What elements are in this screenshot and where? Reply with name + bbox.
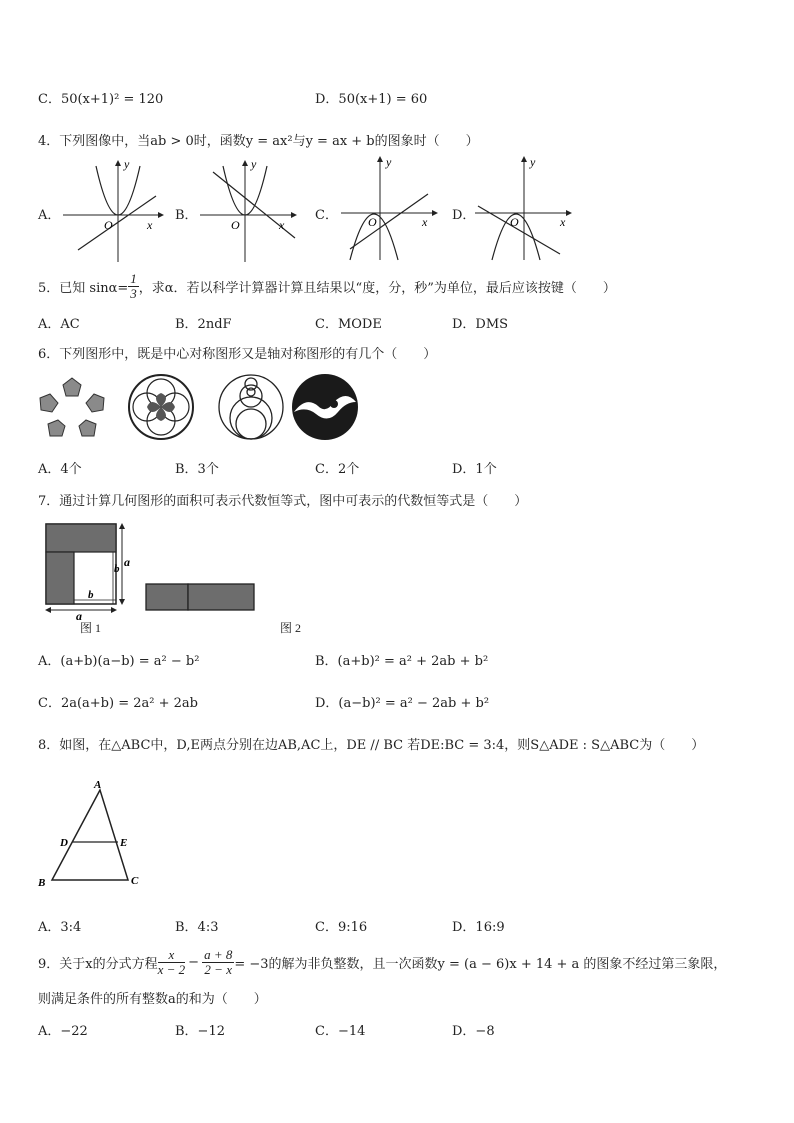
q7-option-a[interactable]: A．(a+b)(a−b) = a² − b² bbox=[38, 654, 200, 669]
axis-y-label: y bbox=[251, 158, 257, 171]
fraction-numerator: a + 8 bbox=[204, 946, 233, 962]
fraction-numerator: x bbox=[158, 948, 186, 963]
q8-option-d[interactable]: D．16:9 bbox=[452, 920, 505, 935]
label-b: b bbox=[114, 563, 120, 575]
q6-option-b[interactable]: B．3个 bbox=[175, 462, 219, 477]
q5-stem-pre: 5．已知 sinα= bbox=[38, 280, 129, 296]
q7-stem: 7．通过计算几何图形的面积可表示代数恒等式，图中可表示的代数恒等式是（ ） bbox=[38, 494, 528, 509]
fraction-denominator: x − 2 bbox=[157, 961, 186, 977]
q3-option-c[interactable]: C．50(x+1)² = 120 bbox=[38, 92, 164, 107]
q9-option-d[interactable]: D．−8 bbox=[452, 1024, 495, 1039]
q7-figure-2 bbox=[144, 580, 258, 614]
q6-option-c[interactable]: C．2个 bbox=[315, 462, 360, 477]
q8-option-b[interactable]: B．4:3 bbox=[175, 920, 219, 935]
q5-option-c[interactable]: C．MODE bbox=[315, 317, 382, 332]
q9-stem bbox=[38, 944, 726, 980]
fraction-numerator: 1 bbox=[130, 270, 137, 286]
q6-figure-pentagons bbox=[36, 376, 108, 440]
label-b: b bbox=[88, 589, 94, 601]
q4-option-d: D． bbox=[452, 208, 476, 223]
fraction-denominator: 3 bbox=[130, 285, 137, 301]
q5-option-b[interactable]: B．2ndF bbox=[175, 317, 232, 332]
q9-stem-pre: 9．关于x的分式方程 bbox=[38, 956, 158, 972]
axis-y-label: y bbox=[386, 155, 392, 169]
axis-x-label: x bbox=[560, 215, 566, 229]
q6-figure-swirl bbox=[290, 372, 360, 442]
fraction-denominator: 2 − x bbox=[204, 961, 232, 977]
axis-y-label: y bbox=[530, 155, 536, 169]
origin-label: O bbox=[510, 215, 519, 229]
q4-option-a[interactable]: A． bbox=[38, 208, 61, 223]
q4-graph-d bbox=[470, 154, 580, 262]
q9-fraction-2 bbox=[202, 948, 234, 977]
vertex-c-label: C bbox=[131, 875, 139, 887]
q3-option-d[interactable]: D．50(x+1) = 60 bbox=[315, 92, 428, 107]
q6-figure-nested-circles bbox=[216, 372, 286, 442]
q7-figure-2-caption: 图 2 bbox=[280, 621, 302, 635]
q7-figure-1-caption: 图 1 bbox=[80, 621, 102, 635]
label-a: a bbox=[76, 609, 82, 620]
q9-option-a[interactable]: A．−22 bbox=[38, 1024, 88, 1039]
q9-minus: − bbox=[188, 954, 200, 970]
origin-label: O bbox=[104, 218, 113, 232]
q8-triangle-figure bbox=[36, 778, 148, 888]
q8-option-a[interactable]: A．3:4 bbox=[38, 920, 82, 935]
vertex-a-label: A bbox=[94, 779, 102, 791]
q7-option-c[interactable]: C．2a(a+b) = 2a² + 2ab bbox=[38, 696, 198, 711]
q4-option-c[interactable]: C． bbox=[315, 208, 338, 223]
q5-option-a[interactable]: A．AC bbox=[38, 317, 80, 332]
q6-stem: 6．下列图形中，既是中心对称图形又是轴对称图形的有几个（ ） bbox=[38, 347, 437, 362]
q7-option-d[interactable]: D．(a−b)² = a² − 2ab + b² bbox=[315, 696, 490, 711]
axis-x-label: x bbox=[279, 218, 285, 232]
q7-figure-1 bbox=[40, 520, 138, 620]
q9-stem-post: = −3的解为非负整数，且一次函数y = (a − 6)x + 14 + a 的图象不经过第三象限， bbox=[234, 956, 727, 972]
q7-option-b[interactable]: B．(a+b)² = a² + 2ab + b² bbox=[315, 654, 489, 669]
label-a: a bbox=[124, 555, 130, 569]
q4-graph-a bbox=[58, 158, 168, 264]
q4-graph-c bbox=[336, 154, 446, 262]
q9-fraction-1 bbox=[158, 948, 186, 977]
origin-label: O bbox=[231, 218, 240, 232]
point-e-label: E bbox=[120, 837, 128, 849]
q8-option-c[interactable]: C．9:16 bbox=[315, 920, 368, 935]
q5-fraction bbox=[128, 272, 139, 301]
q6-option-d[interactable]: D．1个 bbox=[452, 462, 497, 477]
q4-option-b[interactable]: B． bbox=[175, 208, 198, 223]
point-d-label: D bbox=[60, 837, 68, 849]
q9-stem-line2: 则满足条件的所有整数a的和为（ ） bbox=[38, 992, 267, 1007]
q4-graph-b bbox=[195, 158, 305, 264]
q5-stem-post: ，求α．若以科学计算器计算且结果以“度，分，秒”为单位，最后应该按键（ ） bbox=[138, 280, 616, 296]
q9-option-c[interactable]: C．−14 bbox=[315, 1024, 366, 1039]
q6-option-a[interactable]: A．4个 bbox=[38, 462, 82, 477]
axis-y-label: y bbox=[124, 158, 130, 171]
q5-option-d[interactable]: D．DMS bbox=[452, 317, 509, 332]
axis-x-label: x bbox=[147, 218, 153, 232]
q5-stem bbox=[38, 268, 616, 304]
q8-stem: 8．如图，在△ABC中，D,E两点分别在边AB,AC上，DE // BC 若DE:BC = 3:4，则S△ADE : S△ABC为（ ） bbox=[38, 738, 705, 753]
q9-option-b[interactable]: B．−12 bbox=[175, 1024, 225, 1039]
q4-stem: 4．下列图像中，当ab > 0时，函数y = ax²与y = ax + b的图象时（ ） bbox=[38, 134, 479, 149]
origin-label: O bbox=[368, 215, 377, 229]
axis-x-label: x bbox=[422, 215, 428, 229]
vertex-b-label: B bbox=[38, 877, 46, 888]
q6-figure-petals bbox=[126, 372, 196, 442]
